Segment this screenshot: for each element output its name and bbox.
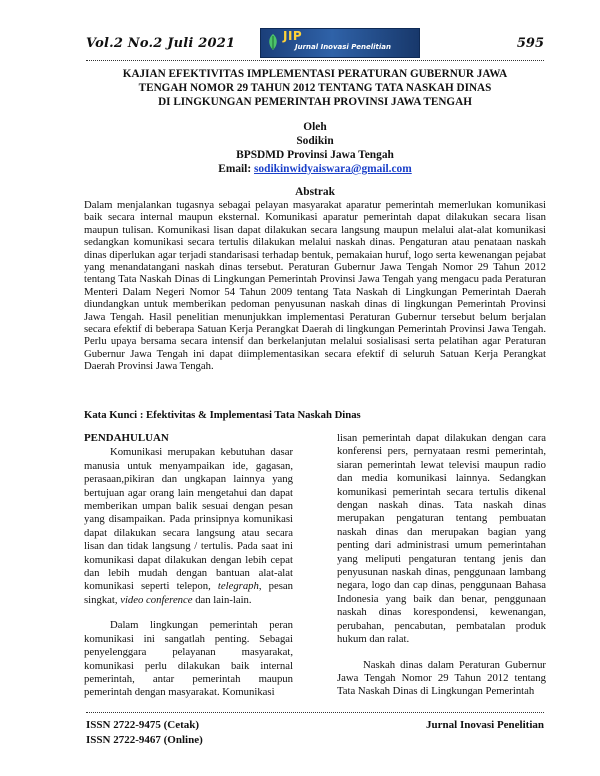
logo-subtitle: Jurnal Inovasi Penelitian: [295, 43, 391, 51]
title-line-1: KAJIAN EFEKTIVITAS IMPLEMENTASI PERATURAN GUBERNUR JAWA: [122, 68, 508, 80]
left-column: [84, 432, 293, 700]
logo-mark: JIP: [283, 29, 303, 43]
running-footer: [86, 718, 544, 748]
author-affiliation: BPSDMD Provinsi Jawa Tengah: [236, 149, 394, 161]
volume-info: Vol.2 No.2 Juli 2021: [86, 36, 236, 51]
running-header: [86, 29, 544, 58]
paragraph: Komunikasi merupakan kebutuhan dasar manusia untuk menyampaikan ide, gagasan, perasaan,pikiran dan ungkapan lainnya yang bertujuan agar orang lain mengetahui dan dapat memberikan umpan balik sesuai dengan pesan yang disampaikan. Pada prinsipnya komunikasi dapat dilakukan secara langsung atau secara lisan dan tidak langsung / tertulis. Pada saat ini komunikasi dapat dilakukan dengan lebih cepat dan lebih mudah dengan bantuan alat-alat komunikasi seperti telepon, telegraph, pesan singkat, video conference dan lain-lain.: [84, 446, 293, 606]
footer-journal: Jurnal Inovasi Penelitian: [426, 719, 544, 731]
leaf-icon: [267, 34, 279, 50]
issn-online: ISSN 2722-9467 (Online): [86, 734, 203, 746]
page-number: 595: [516, 36, 544, 51]
author-email-line: [86, 162, 544, 176]
title-line-2: TENGAH NOMOR 29 TAHUN 2012 TENTANG TATA NASKAH DINAS: [138, 82, 492, 94]
footer-divider: [86, 712, 544, 713]
paper-title: [86, 67, 544, 109]
email-label: Email:: [218, 163, 254, 175]
abstract-text: Dalam menjalankan tugasnya sebagai pelayan masyarakat aparatur pemerintah memerlukan komunikasi baik secara internal maupun eksternal. Komunikasi aparatur pemerintah dapat dilakukan secara lisan maupun tulisan. Komunikasi lisan dapat dilakukan secara langsung maupun melalui alat-alat komunikasi sedangkan komunikasi secara tertulis dilakukan melalui naskah dinas. Pengaturan atau penataan naskah dinas diperlukan agar terjadi standarisasi terhadap bentuk, pemakaian huruf, logo serta kewenangan pejabat yang menandatangani naskah dinas tersebut. Peraturan Gubernur Jawa Tengah Nomor 29 Tahun 2012 tentang Tata Naskah Dinas di Lingkungan Pemerintah Provinsi Jawa Tengah yang mengacu pada Peraturan Menteri Dalam Negeri Nomor 54 Tahun 2009 tentang Tata Naskah di Lingkungan Pemerintah Daerah diundangkan untuk memberikan pedoman penyusunan naskah dinas di lingkungan Pemerintah Provinsi Jawa Tengah. Hasil penelitian menunjukkan implementasi Peraturan Gubernur tersebut belum berjalan secara efektif di beberapa Satuan Kerja Perangkat Daerah di lingkungan Pemerintah Provinsi Jawa Tengah. Perlu upaya bersama secara intensif dan berkelanjutan melalui sosialisasi serta pelatihan agar Peraturan Gubernur Jawa Tengah ini dapat diimplementasikan secara efektif di seluruh Satuan Kerja Perangkat Daerah Provinsi Jawa Tengah.: [84, 199, 546, 373]
paragraph: Naskah dinas dalam Peraturan Gubernur Jawa Tengah Nomor 29 Tahun 2012 tentang Tata Naskah Dinas di Lingkungan Pemerintah: [337, 658, 546, 698]
section-heading: PENDAHULUAN: [84, 432, 169, 444]
paragraph: lisan pemerintah dapat dilakukan dengan cara konferensi pers, pernyataan resmi pemerintah, siaran pemerintah lewat televisi maupun radio dan media komunikasi lainnya. Sedangkan komunikasi pemerintah secara tertulis dikenal dengan naskah dinas. Tata naskah dinas merupakan pengaturan tentang pembuatan naskah dinas dan merupakan bagian yang penting dari administrasi umum pemerintahan yang meliputi pengaturan tentang jenis dan penyusunan naskah dinas, penggunaan lambang negara, logo dan cap dinas, penggunaan Bahasa Indonesia yang baik dan benar, penggunaan naskah dinas korespondensi, kewenangan, perubahan, pencabutan, pembatalan produk hukum dan ralat.: [337, 432, 546, 646]
abstract-heading: Abstrak: [295, 186, 335, 198]
email-link[interactable]: sodikinwidyaiswara@gmail.com: [254, 163, 412, 175]
issn-print: ISSN 2722-9475 (Cetak): [86, 719, 200, 731]
right-column: [337, 432, 546, 699]
header-divider: [86, 60, 544, 61]
author-name: Sodikin: [296, 135, 334, 147]
keywords: Kata Kunci : Efektivitas & Implementasi Tata Naskah Dinas: [84, 409, 361, 421]
title-line-3: DI LINGKUNGAN PEMERINTAH PROVINSI JAWA TENGAH: [158, 96, 472, 108]
author-by: Oleh: [303, 121, 327, 133]
abstract-body: [84, 199, 546, 373]
paragraph: Dalam lingkungan pemerintah peran komunikasi ini sangatlah penting. Sebagai penyelenggara pelayanan masyarakat, komunikasi perlu dilakukan baik internal pemerintah, antar pemerintah maupun pemerintah dengan masyarakat. Komunikasi: [84, 619, 293, 699]
journal-logo: [260, 28, 420, 58]
